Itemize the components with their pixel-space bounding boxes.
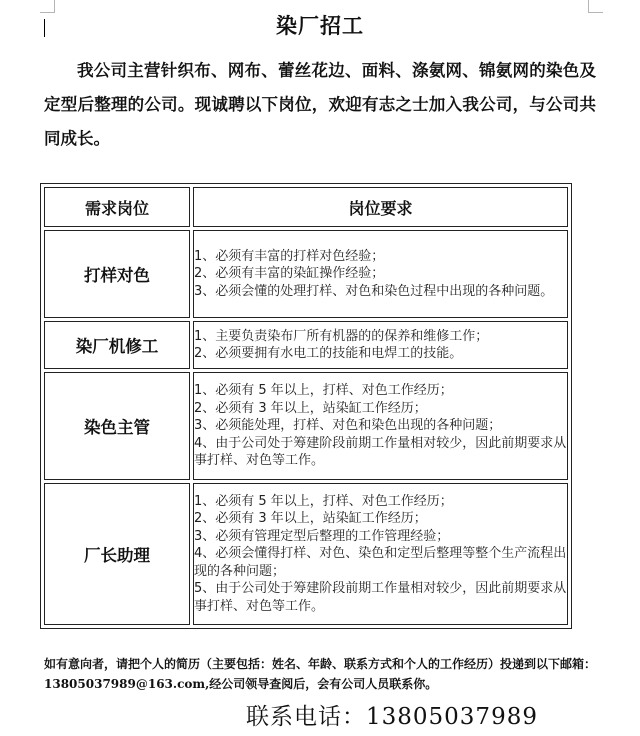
role-cell: 染厂机修工 — [44, 321, 190, 369]
requirements-cell — [193, 321, 568, 369]
requirement-item: 3、必须会懂的处理打样、对色和染色过程中出现的各种问题。 — [194, 283, 554, 299]
header-role: 需求岗位 — [44, 187, 190, 227]
table-row — [44, 230, 568, 318]
requirement-item: 2、必须要拥有水电工的技能和电焊工的技能。 — [194, 346, 463, 361]
role-cell: 厂长助理 — [44, 483, 190, 625]
role-cell: 打样对色 — [44, 230, 190, 318]
requirements-cell — [193, 483, 568, 625]
contact-phone: 联系电话：13805037989 — [246, 704, 538, 730]
table-row — [44, 372, 568, 480]
requirements-cell — [193, 230, 568, 318]
requirement-item: 2、必须有丰富的染缸操作经验； — [194, 266, 385, 282]
requirement-item: 1、主要负责染布厂所有机器的的保养和维修工作； — [194, 328, 489, 344]
application-note: 如有意向者，请把个人的简历（主要包括：姓名、年龄、联系方式和个人的工作经历）投递到以下邮箱：13805037989@163.com,经公司领导查阅后，会有公司人员联系你。 — [44, 657, 597, 691]
intro-paragraph: 我公司主营针织布、网布、蕾丝花边、面料、涤氨网、锦氨网的染色及定型后整理的公司。现诚聘以下岗位，欢迎有志之士加入我公司，与公司共同成长。 — [44, 61, 596, 148]
requirement-item: 2、必须有 3 年以上，站染缸工作经历； — [194, 511, 427, 527]
header-requirements: 岗位要求 — [193, 187, 568, 227]
role-cell: 染色主管 — [44, 372, 190, 480]
requirement-item: 2、必须有 3 年以上，站染缸工作经历； — [194, 400, 427, 416]
requirement-item: 3、必须能处理，打样、对色和染色出现的各种问题； — [194, 418, 502, 434]
table-header-row — [44, 187, 568, 227]
table-row — [44, 483, 568, 625]
requirement-item: 3、必须有管理定型后整理的工作管理经验； — [194, 528, 450, 544]
requirement-item: 1、必须有 5 年以上，打样、对色工作经历； — [194, 383, 453, 399]
requirement-item: 5、由于公司处于筹建阶段前期工作量相对较少，因此前期要求从事打样、对色等工作。 — [194, 581, 567, 614]
job-table — [40, 183, 572, 629]
requirements-cell — [193, 372, 568, 480]
table-row — [44, 321, 568, 369]
requirement-item: 1、必须有 5 年以上，打样、对色工作经历； — [194, 493, 453, 509]
requirement-item: 1、必须有丰富的打样对色经验； — [194, 248, 385, 264]
requirement-item: 4、由于公司处于筹建阶段前期工作量相对较少，因此前期要求从事打样、对色等工作。 — [194, 435, 567, 469]
document-title: 染厂招工 — [276, 13, 364, 38]
requirement-item: 4、必须会懂得打样、对色、染色和定型后整理等整个生产流程出现的各种问题； — [194, 546, 567, 579]
